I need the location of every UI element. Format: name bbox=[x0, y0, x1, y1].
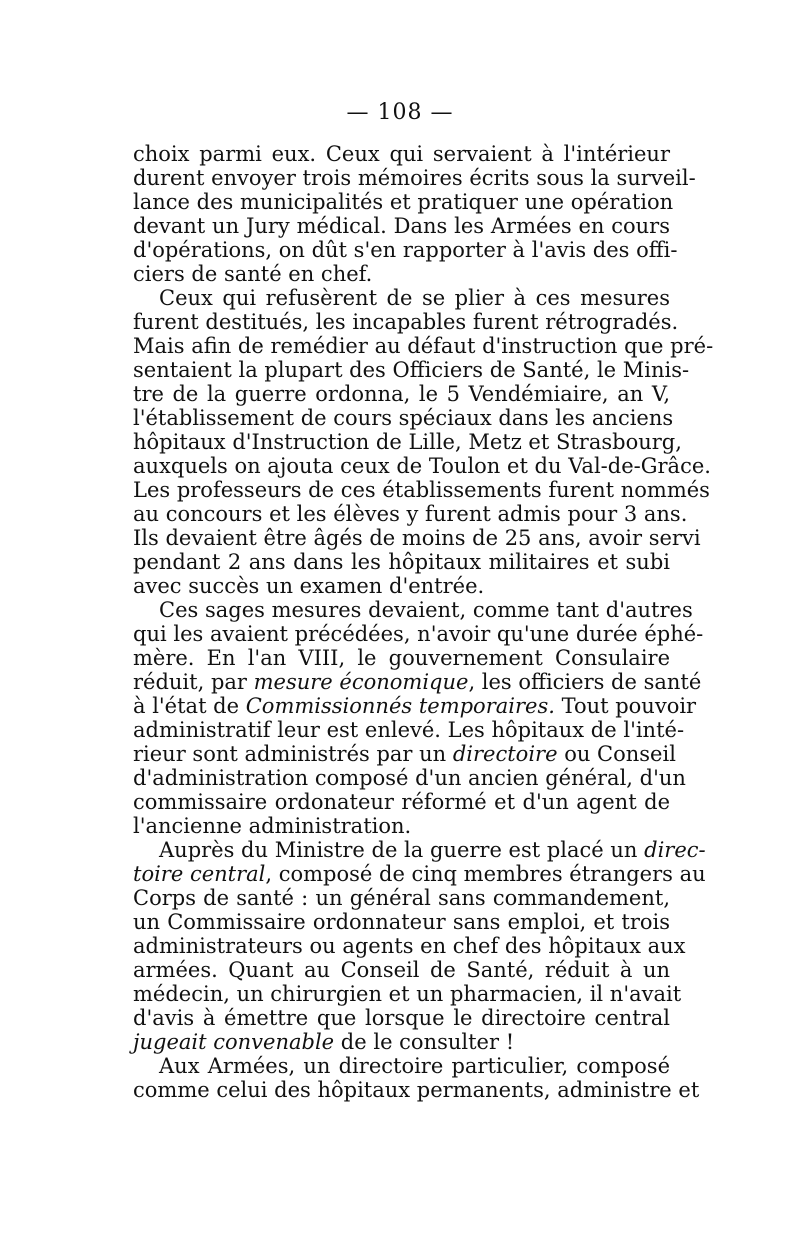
text-line bbox=[133, 358, 690, 382]
text-line bbox=[133, 406, 674, 430]
text-line bbox=[133, 166, 696, 190]
text-span: réduit, par bbox=[133, 670, 254, 694]
text-span: choix parmi eux. Ceux qui servaient à l'intérieur bbox=[133, 142, 670, 166]
text-span: commissaire ordonateur réformé et d'un agent de bbox=[133, 790, 670, 814]
text-span: un Commissaire ordonnateur sans emploi, et trois bbox=[133, 910, 670, 934]
text-line bbox=[133, 646, 670, 670]
text-line bbox=[133, 238, 678, 262]
text-line bbox=[133, 862, 706, 886]
text-line bbox=[133, 934, 686, 958]
text-line bbox=[133, 766, 686, 790]
text-line bbox=[133, 670, 702, 694]
text-span: Auprès du Ministre de la guerre est placé un bbox=[159, 838, 645, 862]
text-line bbox=[133, 718, 685, 742]
text-span: avec succès un examen d'entrée. bbox=[133, 574, 485, 598]
text-line bbox=[133, 694, 697, 718]
text-span: auxquels on ajouta ceux de Toulon et du Val-de-Grâce. bbox=[133, 454, 711, 478]
text-span: , composé de cinq membres étrangers au bbox=[265, 862, 706, 886]
page-number: — 108 — bbox=[346, 100, 454, 125]
text-line bbox=[133, 1078, 700, 1102]
text-line bbox=[133, 1054, 670, 1078]
text-line bbox=[133, 142, 670, 166]
text-span: Tout pouvoir bbox=[554, 694, 697, 718]
text-line bbox=[133, 526, 701, 550]
text-line bbox=[133, 382, 670, 406]
text-span: Ces sages mesures devaient, comme tant d'autres bbox=[159, 598, 693, 622]
text-line bbox=[133, 1030, 670, 1054]
text-span: médecin, un chirurgien et un pharmacien, il n'avait bbox=[133, 982, 682, 1006]
body-text bbox=[133, 142, 714, 1102]
italic-text: Commissionnés temporaires. bbox=[245, 694, 555, 718]
text-line bbox=[133, 574, 670, 598]
text-line bbox=[133, 814, 670, 838]
text-span: lance des municipalités et pratiquer une opération bbox=[133, 190, 674, 214]
text-line bbox=[133, 886, 670, 910]
text-span: , les officiers de santé bbox=[468, 670, 702, 694]
text-span: d'avis à émettre que lorsque le directoire central bbox=[133, 1006, 670, 1030]
text-span: Aux Armées, un directoire particulier, composé bbox=[159, 1054, 670, 1078]
text-line bbox=[133, 334, 714, 358]
text-line bbox=[133, 622, 704, 646]
text-span: à l'état de bbox=[133, 694, 246, 718]
text-span: d'opérations, on dût s'en rapporter à l'avis des offi- bbox=[133, 238, 678, 262]
text-line bbox=[133, 790, 670, 814]
text-span: rieur sont administrés par un bbox=[133, 742, 453, 766]
italic-text: directoire bbox=[452, 742, 558, 766]
text-line bbox=[133, 430, 682, 454]
text-span: de le consulter ! bbox=[334, 1030, 515, 1054]
text-line bbox=[133, 190, 674, 214]
text-line bbox=[133, 286, 670, 310]
text-line bbox=[133, 478, 710, 502]
text-span: Corps de santé : un général sans commandement, bbox=[133, 886, 670, 910]
text-line bbox=[133, 214, 670, 238]
text-span: mère. En l'an VIII, le gouvernement Consulaire bbox=[133, 646, 670, 670]
text-span: l'ancienne administration. bbox=[133, 814, 412, 838]
text-line bbox=[133, 598, 693, 622]
text-line bbox=[133, 982, 682, 1006]
text-span: l'établissement de cours spéciaux dans les anciens bbox=[133, 406, 674, 430]
text-span: qui les avaient précédées, n'avoir qu'une durée éphé- bbox=[133, 622, 704, 646]
text-span: administrateurs ou agents en chef des hôpitaux aux bbox=[133, 934, 686, 958]
text-span: tre de la guerre ordonna, le 5 Vendémiaire, an V, bbox=[133, 382, 670, 406]
italic-text: mesure économique bbox=[253, 670, 469, 694]
text-span: au concours et les élèves y furent admis pour 3 ans. bbox=[133, 502, 688, 526]
text-span: sentaient la plupart des Officiers de Santé, le Minis- bbox=[133, 358, 690, 382]
text-span: administratif leur est enlevé. Les hôpitaux de l'inté- bbox=[133, 718, 685, 742]
text-line bbox=[133, 454, 711, 478]
text-line bbox=[133, 502, 688, 526]
text-line bbox=[133, 310, 679, 334]
text-span: furent destitués, les incapables furent rétrogradés. bbox=[133, 310, 679, 334]
text-span: Ils devaient être âgés de moins de 25 ans, avoir servi bbox=[133, 526, 701, 550]
text-span: Les professeurs de ces établissements furent nommés bbox=[133, 478, 710, 502]
text-span: hôpitaux d'Instruction de Lille, Metz et Strasbourg, bbox=[133, 430, 682, 454]
text-line bbox=[133, 550, 670, 574]
text-span: Mais afin de remédier au défaut d'instruction que pré- bbox=[133, 334, 714, 358]
text-span: armées. Quant au Conseil de Santé, réduit à un bbox=[133, 958, 670, 982]
text-span: ou Conseil bbox=[557, 742, 676, 766]
text-span: devant un Jury médical. Dans les Armées en cours bbox=[133, 214, 670, 238]
text-line bbox=[133, 1006, 670, 1030]
italic-text: toire central bbox=[133, 862, 266, 886]
text-line bbox=[133, 958, 670, 982]
italic-text: jugeait convenable bbox=[133, 1030, 335, 1054]
text-span: ciers de santé en chef. bbox=[133, 262, 373, 286]
text-span: durent envoyer trois mémoires écrits sous la surveil- bbox=[133, 166, 696, 190]
text-line bbox=[133, 910, 670, 934]
text-line bbox=[133, 742, 676, 766]
text-line bbox=[133, 262, 670, 286]
text-span: pendant 2 ans dans les hôpitaux militaires et subi bbox=[133, 550, 670, 574]
text-span: Ceux qui refusèrent de se plier à ces mesures bbox=[159, 286, 670, 310]
text-span: d'administration composé d'un ancien général, d'un bbox=[133, 766, 686, 790]
italic-text: direc- bbox=[644, 838, 706, 862]
text-span: comme celui des hôpitaux permanents, administre et bbox=[133, 1078, 700, 1102]
text-line bbox=[133, 838, 706, 862]
